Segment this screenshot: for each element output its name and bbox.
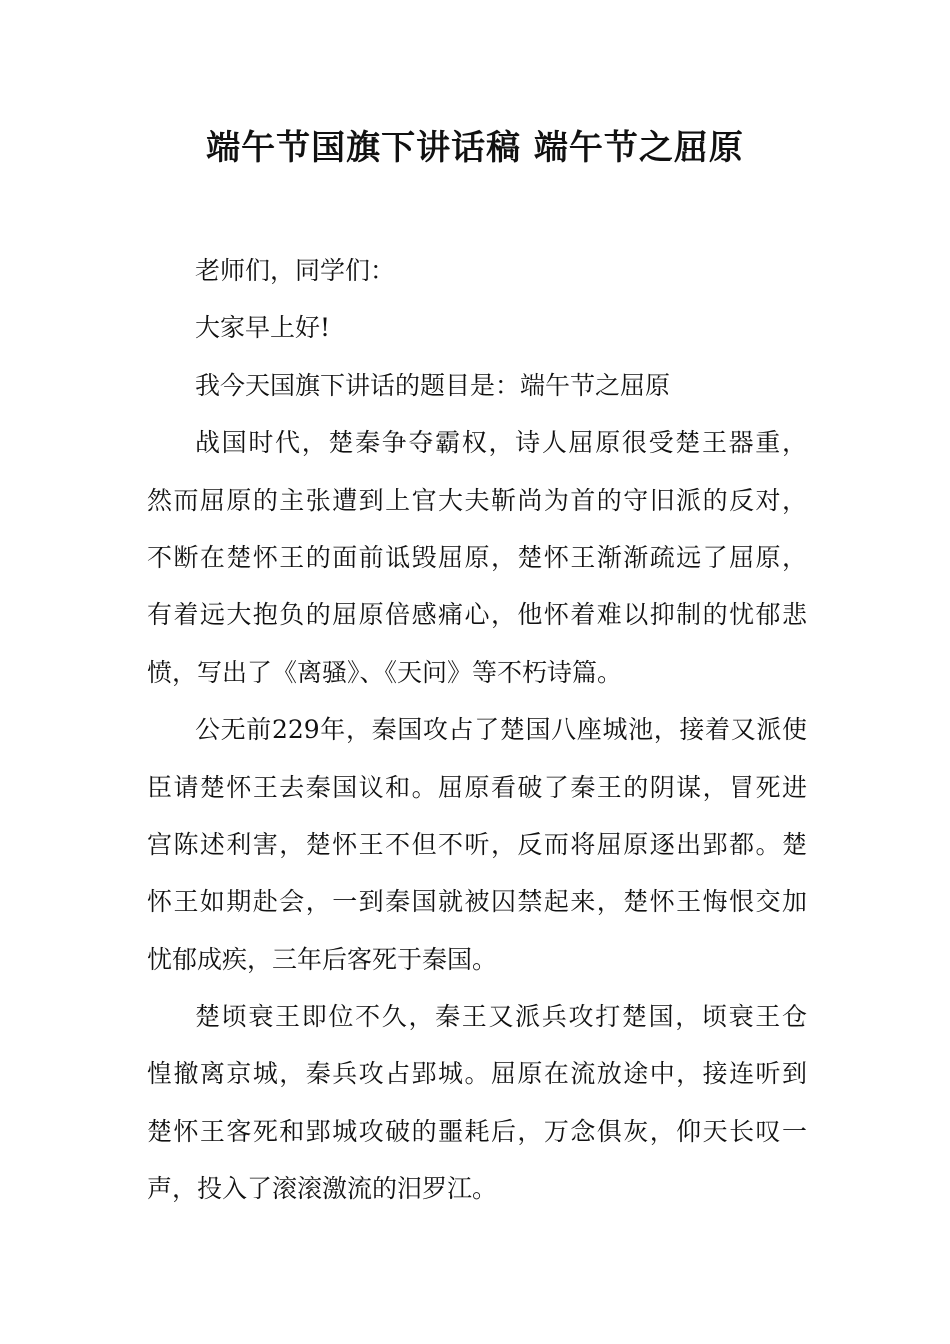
- paragraph-line: 楚怀王客死和郢城攻破的噩耗后，万念俱灰，仰天长叹一: [147, 1116, 807, 1146]
- paragraph-line: 惶撤离京城，秦兵攻占郢城。屈原在流放途中，接连听到: [147, 1059, 807, 1089]
- paragraph-line: 不断在楚怀王的面前诋毁屈原，楚怀王渐渐疏远了屈原，: [147, 542, 807, 572]
- paragraph-line: 公无前229年，秦国攻占了楚国八座城池，接着又派使: [195, 715, 807, 745]
- paragraph: [147, 425, 807, 712]
- paragraph: [147, 712, 807, 999]
- paragraph-line: 楚顷衰王即位不久，秦王又派兵攻打楚国，顷衰王仓: [195, 1002, 807, 1032]
- document-title: 端午节国旗下讲话稿 端午节之屈原: [206, 128, 744, 168]
- document-body: [147, 253, 807, 1229]
- paragraph: [147, 310, 807, 367]
- paragraph-line: 然而屈原的主张遭到上官大夫靳尚为首的守旧派的反对，: [147, 485, 807, 515]
- paragraph-line: 有着远大抱负的屈原倍感痛心，他怀着难以抑制的忧郁悲: [147, 600, 807, 630]
- paragraph: [147, 253, 807, 310]
- paragraph-line: 忧郁成疾，三年后客死于秦国。: [147, 944, 498, 974]
- paragraph-line: 怀王如期赴会，一到秦国就被囚禁起来，楚怀王悔恨交加: [147, 887, 807, 917]
- paragraph: [147, 368, 807, 425]
- paragraph-line: 我今天国旗下讲话的题目是：端午节之屈原: [195, 370, 671, 400]
- paragraph-line: 大家早上好!: [195, 313, 331, 343]
- paragraph-line: 战国时代，楚秦争夺霸权，诗人屈原很受楚王器重，: [195, 428, 807, 458]
- paragraph-line: 臣请楚怀王去秦国议和。屈原看破了秦王的阴谋，冒死进: [147, 772, 807, 802]
- paragraph-line: 宫陈述利害，楚怀王不但不听，反而将屈原逐出郢都。楚: [147, 829, 807, 859]
- paragraph-line: 愤，写出了《离骚》、《天问》等不朽诗篇。: [147, 657, 623, 687]
- paragraph: [147, 999, 807, 1229]
- paragraph-line: 老师们，同学们：: [195, 256, 396, 285]
- paragraph-line: 声，投入了滚滚激流的汨罗江。: [147, 1174, 498, 1204]
